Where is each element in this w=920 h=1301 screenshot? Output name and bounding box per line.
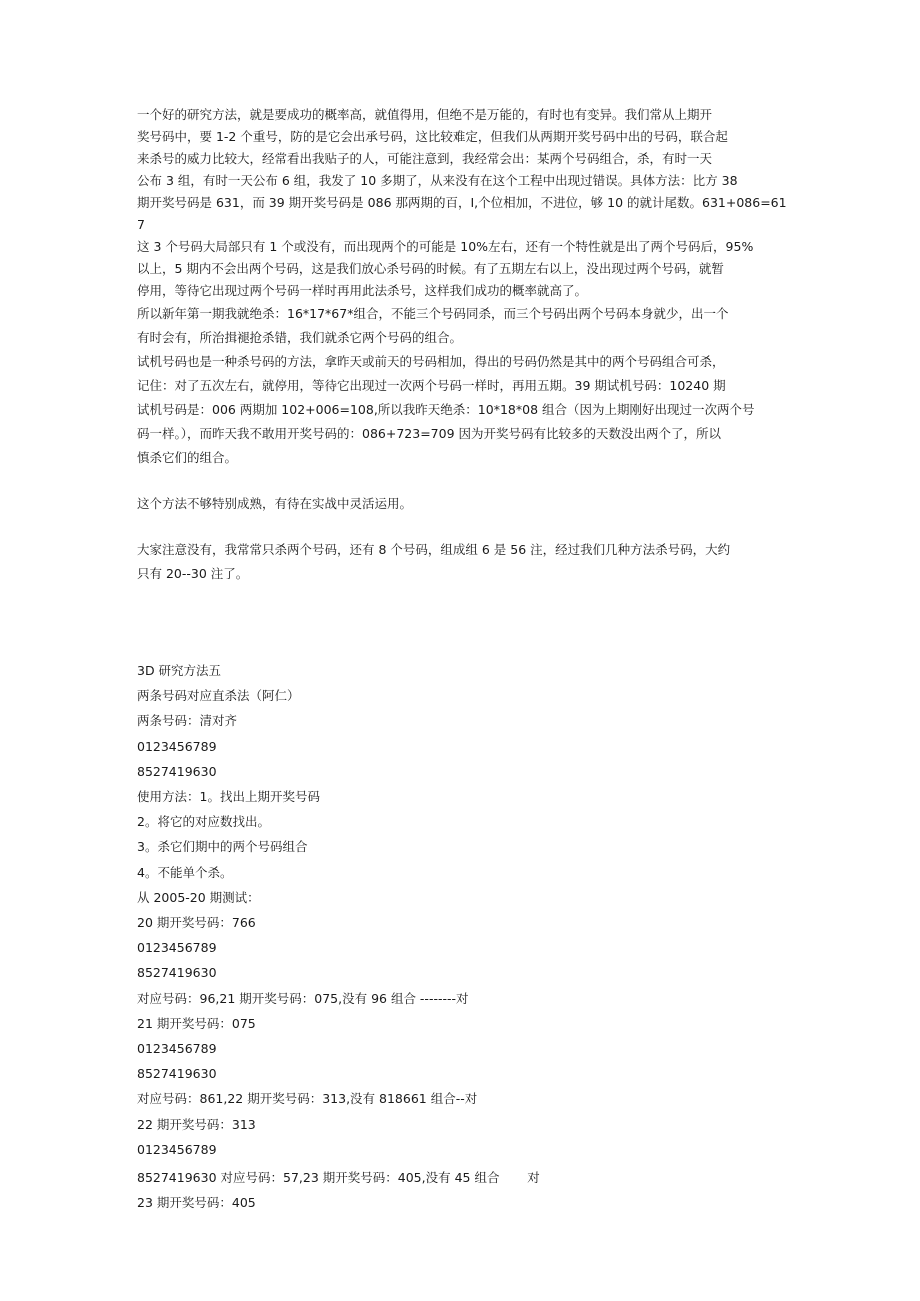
text-line: 记住：对了五次左右，就停用，等待它出现过一次两个号码一样时，再用五期。39 期试机号码：10240 期	[137, 378, 726, 393]
mapping-label: 两条号码：清对齐	[137, 713, 238, 729]
document-page	[137, 104, 787, 1215]
section-title: 3D 研究方法五	[137, 663, 222, 678]
usage-step: 2。将它的对应数找出。	[137, 814, 270, 830]
text-line: 试机号码也是一种杀号码的方法，拿昨天或前天的号码相加，得出的号码仍然是其中的两个号码组合可杀，	[137, 354, 725, 369]
text-line: 以上，5 期内不会出两个号码，这是我们放心杀号码的时候。有了五期左右以上，没出现过两个号码，就暂	[137, 261, 724, 276]
usage-step: 使用方法：1。找出上期开奖号码	[137, 789, 320, 805]
usage-step: 4。不能单个杀。	[137, 864, 233, 880]
text-line: 来杀号的威力比较大，经常看出我贴子的人，可能注意到，我经常会出：某两个号码组合，杀，有时一天	[137, 151, 713, 166]
note-immature: 这个方法不够特别成熟，有待在实战中灵活运用。	[137, 496, 413, 511]
section-subtitle: 两条号码对应直杀法（阿仁）	[137, 688, 300, 704]
text-line: 所以新年第一期我就绝杀：16*17*67*组合，不能三个号码同杀，而三个号码出两个号码本身就少，出一个	[137, 306, 729, 321]
result-line: 8527419630 对应号码：57,23 期开奖号码：405,没有 45 组合 对	[137, 1170, 540, 1186]
text-line: 试机号码是：006 两期加 102+006=108,所以我昨天绝杀：10*18*08 组合（因为上期刚好出现过一次两个号	[137, 402, 755, 417]
text-line: 奖号码中，要 1-2 个重号，防的是它会出承号码，这比较难定，但我们从两期开奖号码中出的号码，联合起	[137, 129, 728, 144]
mapping-row: 8527419630	[137, 965, 217, 981]
mapping-row: 8527419630	[137, 1066, 217, 1082]
text-line: 这 3 个号码大局部只有 1 个或没有，而出现两个的可能是 10%左右，还有一个特性就是出了两个号码后，95%	[137, 239, 754, 254]
usage-step: 3。杀它们期中的两个号码组合	[137, 839, 308, 855]
newyear-paragraph	[137, 302, 787, 350]
text-line: 只有 20--30 注了。	[137, 566, 249, 581]
mapping-row: 8527419630	[137, 763, 217, 779]
draw-line: 22 期开奖号码：313	[137, 1116, 256, 1132]
text-line: 码一样。），而昨天我不敢用开奖号码的：086+723=709 因为开奖号码有比较多的天数没出两个了，所以	[137, 426, 721, 441]
draw-line: 21 期开奖号码：075	[137, 1015, 256, 1031]
text-line: 大家注意没有，我常常只杀两个号码，还有 8 个号码，组成组 6 是 56 注，经过我们几种方法杀号码，大约	[137, 542, 731, 557]
trial-paragraph	[137, 350, 787, 470]
text-line: 期开奖号码是 631，而 39 期开奖号码是 086 那两期的百，I,个位相加，不进位，够 10 的就计尾数。631+086=617	[137, 195, 787, 232]
draw-line: 23 期开奖号码：405	[137, 1195, 256, 1211]
result-line: 对应号码：861,22 期开奖号码：313,没有 818661 组合--对	[137, 1091, 478, 1107]
method5-section	[137, 658, 787, 1215]
mapping-row: 0123456789	[137, 1041, 217, 1057]
text-line: 有时会有，所治揖褪抢杀错，我们就杀它两个号码的组合。	[137, 330, 463, 345]
draw-line: 20 期开奖号码：766	[137, 915, 256, 931]
note-paragraph	[137, 538, 787, 586]
mapping-row: 0123456789	[137, 1141, 217, 1157]
text-line: 公布 3 组，有时一天公布 6 组，我发了 10 多期了，从来没有在这个工程中出现过错误。具体方法：比方 38	[137, 173, 738, 188]
text-line: 一个好的研究方法，就是要成功的概率高，就值得用，但绝不是万能的，有时也有变异。我们常从上期开	[137, 107, 713, 122]
test-intro: 从 2005-20 期测试：	[137, 889, 260, 905]
mapping-row: 0123456789	[137, 940, 217, 956]
text-line: 停用，等待它出现过两个号码一样时再用此法杀号，这样我们成功的概率就高了。	[137, 283, 588, 298]
intro-paragraph	[137, 104, 787, 302]
mapping-row: 0123456789	[137, 738, 217, 754]
result-line: 对应号码：96,21 期开奖号码：075,没有 96 组合 --------对	[137, 990, 469, 1006]
text-line: 慎杀它们的组合。	[137, 450, 238, 465]
